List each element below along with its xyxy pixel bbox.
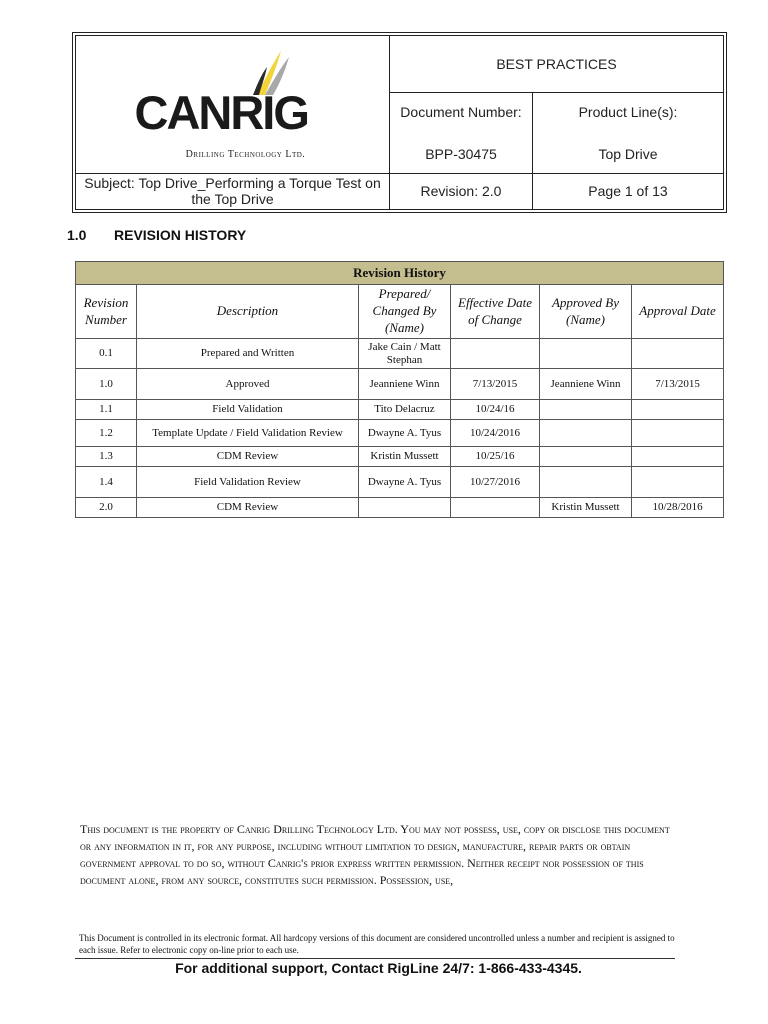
table-cell	[540, 467, 632, 498]
table-cell	[632, 447, 724, 467]
support-contact: For additional support, Contact RigLine 24/7: 1-866-433-4345.	[175, 960, 582, 976]
section-title: REVISION HISTORY	[114, 227, 247, 243]
column-header: Approved By (Name)	[540, 285, 632, 339]
table-cell: 10/28/2016	[632, 498, 724, 518]
table-cell: 10/24/16	[451, 400, 540, 420]
table-cell: Jeanniene Winn	[540, 369, 632, 400]
best-practices-label: BEST PRACTICES	[390, 36, 724, 93]
controlled-notice: This Document is controlled in its electronic format. All hardcopy versions of this document are considered uncontrolled unless a number and recipient is assigned to each issue. Refer to electronic copy on-line prior to each use.	[79, 933, 675, 955]
table-cell	[451, 498, 540, 518]
property-disclaimer: This document is the property of Canrig Drilling Technology Ltd. You may not possess, use, copy or disclose this document or any information in it, for any purpose, including without limitation to design, manufacture, repair parts or obtain government approval to do so, without Canrig's prior express written permission. Neither receipt nor possession of this document alone, from any source, constitutes such permission. Possession, use,	[80, 822, 670, 887]
table-row	[76, 339, 724, 369]
table-cell: 1.2	[76, 420, 137, 447]
table-cell	[540, 339, 632, 369]
table-cell: 10/27/2016	[451, 467, 540, 498]
logo-subtitle: Drilling Technology Ltd.	[185, 149, 306, 161]
document-header	[75, 35, 724, 210]
table-cell: Approved	[137, 369, 359, 400]
table-cell: 2.0	[76, 498, 137, 518]
table-cell	[451, 339, 540, 369]
table-cell: 1.3	[76, 447, 137, 467]
table-cell	[632, 400, 724, 420]
table-cell: Tito Delacruz	[359, 400, 451, 420]
logo-wordmark: CANRIG	[134, 86, 308, 140]
table-row	[76, 447, 724, 467]
table-cell: Field Validation	[137, 400, 359, 420]
document-number-cell	[390, 93, 533, 173]
table-cell	[632, 467, 724, 498]
table-row	[76, 467, 724, 498]
column-header: Revision Number	[76, 285, 137, 339]
product-line-cell	[533, 93, 724, 173]
table-cell	[540, 400, 632, 420]
table-row	[76, 369, 724, 400]
table-cell: 1.1	[76, 400, 137, 420]
table-cell: Kristin Mussett	[359, 447, 451, 467]
table-cell: Dwayne A. Tyus	[359, 420, 451, 447]
table-cell: Dwayne A. Tyus	[359, 467, 451, 498]
section-number: 1.0	[67, 227, 87, 243]
table-cell: 7/13/2015	[451, 369, 540, 400]
revision: Revision: 2.0	[390, 173, 533, 209]
page-number: Page 1 of 13	[533, 173, 724, 209]
product-line: Top Drive	[598, 146, 658, 163]
table-cell: 10/24/2016	[451, 420, 540, 447]
table-cell	[632, 339, 724, 369]
table-cell: Prepared and Written	[137, 339, 359, 369]
table-cell: CDM Review	[137, 498, 359, 518]
table-title: Revision History	[76, 262, 724, 285]
table-cell: Jake Cain / Matt Stephan	[359, 339, 451, 369]
table-cell: Kristin Mussett	[540, 498, 632, 518]
subject: Subject: Top Drive_Performing a Torque Test on the Top Drive	[76, 173, 390, 209]
revision-history-table	[75, 261, 724, 518]
canrig-logo	[133, 49, 333, 159]
table-cell: Jeanniene Winn	[359, 369, 451, 400]
table-cell: Field Validation Review	[137, 467, 359, 498]
table-cell: 0.1	[76, 339, 137, 369]
document-number-label: Document Number:	[400, 104, 522, 121]
table-cell: 7/13/2015	[632, 369, 724, 400]
table-cell	[540, 447, 632, 467]
column-header: Approval Date	[632, 285, 724, 339]
footer-divider	[75, 958, 675, 959]
table-cell: CDM Review	[137, 447, 359, 467]
column-header: Effective Date of Change	[451, 285, 540, 339]
table-cell	[359, 498, 451, 518]
table-row	[76, 420, 724, 447]
column-header: Prepared/ Changed By (Name)	[359, 285, 451, 339]
table-cell	[632, 420, 724, 447]
table-cell: Template Update / Field Validation Review	[137, 420, 359, 447]
section-heading	[67, 227, 246, 243]
column-header: Description	[137, 285, 359, 339]
table-row	[76, 498, 724, 518]
table-cell: 1.4	[76, 467, 137, 498]
product-line-label: Product Line(s):	[578, 104, 678, 121]
logo-cell	[76, 36, 390, 174]
table-cell: 10/25/16	[451, 447, 540, 467]
table-row	[76, 400, 724, 420]
table-cell: 1.0	[76, 369, 137, 400]
document-number: BPP-30475	[425, 146, 497, 163]
table-cell	[540, 420, 632, 447]
